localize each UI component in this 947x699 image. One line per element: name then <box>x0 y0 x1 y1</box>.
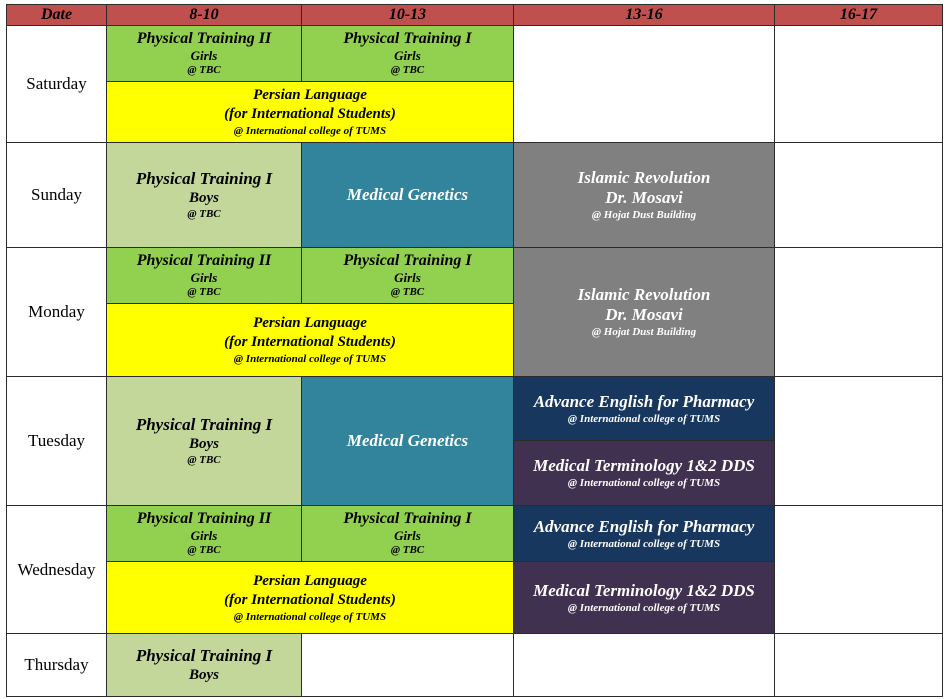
empty-cell <box>774 505 943 634</box>
header-slot-16-17 <box>774 4 943 26</box>
course-title: Advance English for Pharmacy <box>533 391 755 411</box>
empty-cell <box>774 376 943 506</box>
course-group: Boys <box>189 436 219 452</box>
course-group: Girls <box>394 528 421 543</box>
course-pt2-girls <box>106 25 302 82</box>
course-genetics <box>301 376 514 506</box>
course-title: Physical Training I <box>343 30 472 47</box>
course-title: Physical Training II <box>136 252 272 269</box>
day-sunday <box>6 142 107 248</box>
course-teacher: Dr. Mosavi <box>605 188 683 207</box>
empty-cell <box>774 142 943 248</box>
course-group: Girls <box>394 48 421 63</box>
course-location: @ International college of TUMS <box>567 601 721 614</box>
course-group: Girls <box>190 48 218 63</box>
course-location: @ TBC <box>187 286 221 298</box>
course-location: @ TBC <box>390 286 425 298</box>
course-group: Boys <box>189 667 219 683</box>
course-islamic <box>513 247 775 377</box>
course-location: @ TBC <box>390 64 425 76</box>
course-title: Physical Training I <box>135 169 273 188</box>
course-location: @ International college of TUMS <box>567 537 721 550</box>
course-title: Physical Training II <box>136 510 272 527</box>
course-location: @ TBC <box>187 454 221 466</box>
course-title: Persian Language <box>253 315 367 331</box>
day-label: Saturday <box>26 74 87 93</box>
empty-cell <box>774 247 943 377</box>
course-title: Physical Training II <box>136 30 272 47</box>
course-group: Girls <box>190 270 218 285</box>
header-slot-13-16 <box>513 4 775 26</box>
course-location: @ Hojat Dust Building <box>591 326 697 338</box>
course-english <box>513 376 775 441</box>
course-location: @ International college of TUMS <box>567 412 721 425</box>
course-persian <box>106 81 514 143</box>
course-pt1-girls <box>301 505 514 562</box>
empty-cell <box>301 633 514 697</box>
course-location: @ International college of TUMS <box>567 477 721 489</box>
course-english <box>513 505 775 562</box>
day-saturday <box>6 25 107 143</box>
course-subtitle: (for International Students) <box>224 334 396 350</box>
course-pt1-girls <box>301 25 514 82</box>
course-group: Girls <box>190 528 218 543</box>
course-pt2-girls <box>106 247 302 304</box>
course-title: Advance English for Pharmacy <box>533 516 755 536</box>
header-slot-label: 13-16 <box>625 6 663 23</box>
course-title: Persian Language <box>253 87 367 103</box>
course-location: @ TBC <box>187 208 221 220</box>
course-title: Medical Genetics <box>346 431 469 450</box>
course-persian <box>106 303 514 377</box>
empty-cell <box>513 25 775 143</box>
course-subtitle: (for International Students) <box>224 106 396 122</box>
course-genetics <box>301 142 514 248</box>
course-terminology <box>513 440 775 506</box>
course-location: @ TBC <box>390 544 425 556</box>
course-title: Physical Training I <box>135 646 273 665</box>
day-monday <box>6 247 107 377</box>
course-title: Physical Training I <box>343 510 472 527</box>
day-label: Monday <box>28 302 85 321</box>
header-slot-label: 10-13 <box>388 6 427 23</box>
course-location: @ International college of TUMS <box>233 610 387 623</box>
empty-cell <box>774 25 943 143</box>
course-pt1-boys <box>106 142 302 248</box>
empty-cell <box>774 633 943 697</box>
course-location: @ International college of TUMS <box>233 125 387 137</box>
course-title: Medical Terminology 1&2 DDS <box>533 580 755 600</box>
course-pt2-girls <box>106 505 302 562</box>
header-slot-label: 16-17 <box>839 6 878 23</box>
course-persian <box>106 561 514 634</box>
course-pt1-girls <box>301 247 514 304</box>
course-title: Medical Genetics <box>346 185 469 204</box>
day-wednesday <box>6 505 107 634</box>
course-pt1-boys <box>106 633 302 697</box>
course-location: @ Hojat Dust Building <box>591 209 697 221</box>
course-title: Medical Terminology 1&2 DDS <box>533 456 755 475</box>
day-label: Sunday <box>31 185 82 204</box>
course-group: Boys <box>189 190 219 206</box>
header-slot-8-10 <box>106 4 302 26</box>
course-teacher: Dr. Mosavi <box>605 305 683 324</box>
day-thursday <box>6 633 107 697</box>
course-terminology <box>513 561 775 634</box>
course-subtitle: (for International Students) <box>224 591 396 608</box>
course-group: Girls <box>394 270 421 285</box>
day-tuesday <box>6 376 107 506</box>
course-title: Islamic Revolution <box>577 285 711 304</box>
day-label: Tuesday <box>28 431 85 450</box>
day-label: Thursday <box>24 655 89 674</box>
course-title: Persian Language <box>253 572 367 589</box>
empty-cell <box>513 633 775 697</box>
header-date-label: Date <box>40 6 73 23</box>
course-pt1-boys <box>106 376 302 506</box>
course-location: @ International college of TUMS <box>233 353 387 365</box>
header-date <box>6 4 107 26</box>
course-title: Islamic Revolution <box>577 168 711 187</box>
day-label: Wednesday <box>17 559 96 579</box>
course-title: Physical Training I <box>135 415 273 434</box>
header-slot-label: 8-10 <box>189 6 219 23</box>
course-location: @ TBC <box>187 64 221 76</box>
header-slot-10-13 <box>301 4 514 26</box>
course-location: @ TBC <box>187 544 221 556</box>
course-title: Physical Training I <box>343 252 472 269</box>
course-islamic <box>513 142 775 248</box>
